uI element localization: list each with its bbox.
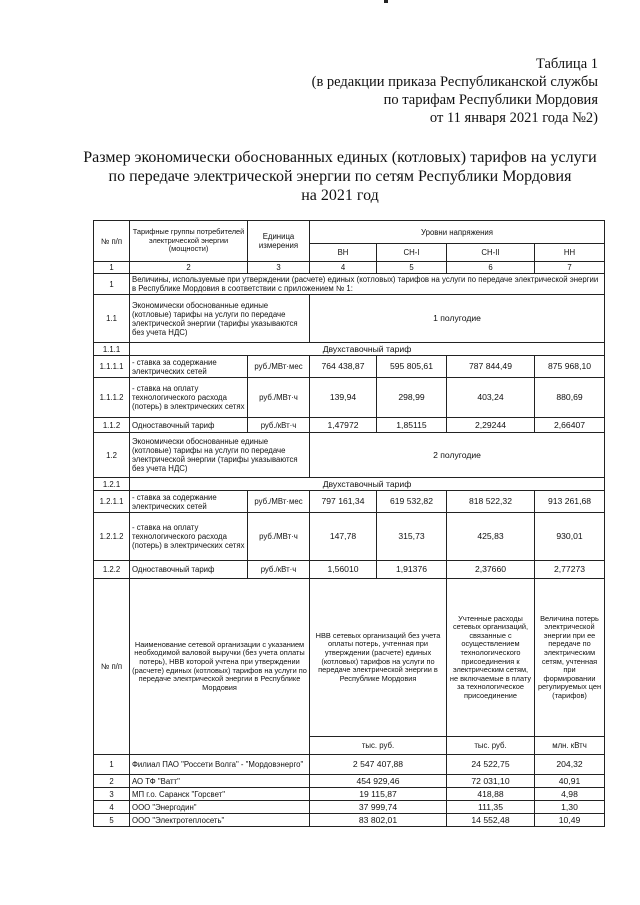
table-row [94, 418, 605, 433]
value-nn: 880,69 [535, 378, 605, 418]
scan-mark [384, 0, 388, 3]
org-nvv: 37 999,74 [310, 801, 447, 814]
org-losses: 10,49 [535, 814, 605, 827]
org-num: 3 [94, 788, 130, 801]
period-label: 1 полугодие [310, 295, 605, 343]
row-num: 1.1.1 [94, 343, 130, 356]
row-num: 1.1.2 [94, 418, 130, 433]
nvv-col-expenses: Учтенные расходы сетевых организаций, связанные с осуществлением технологического присоединения к электрическим сетям, не включаемые в плату за технологическое присоединение [447, 579, 535, 737]
nvv-col-org: Наименование сетевой организации с указанием необходимой валовой выручки (без учета оплаты потерь), НВВ которой учтена при утверждении (расчете) единых (котловых) тарифов на услуги по передаче электрической энергии в Республике Мордовия [130, 579, 310, 755]
org-num: 4 [94, 801, 130, 814]
nvv-col-num: № п/п [94, 579, 130, 755]
unit-nvv: тыс. руб. [310, 737, 447, 755]
column-number: 4 [310, 262, 377, 274]
org-expenses: 418,88 [447, 788, 535, 801]
row-text: Двухставочный тариф [130, 478, 605, 491]
row-num: 1.1 [94, 295, 130, 343]
row-num: 1.1.1.2 [94, 378, 130, 418]
column-number: 1 [94, 262, 130, 274]
column-number: 3 [248, 262, 310, 274]
row-name: Одноставочный тариф [130, 418, 248, 433]
column-number: 5 [377, 262, 447, 274]
value-sn2: 2,29244 [447, 418, 535, 433]
tariff-table [93, 220, 605, 827]
document-title-line3: на 2021 год [301, 187, 379, 204]
table-row [94, 433, 605, 478]
org-expenses: 14 552,48 [447, 814, 535, 827]
org-nvv: 454 929,46 [310, 775, 447, 788]
header-edition-line1: (в редакции приказа Республиканской службы [311, 74, 598, 90]
org-losses: 1,30 [535, 801, 605, 814]
value-sn2: 2,37660 [447, 561, 535, 579]
column-numbers-row [94, 262, 605, 274]
row-unit: руб./МВт·мес [248, 491, 310, 513]
header-edition-line2: по тарифам Республики Мордовия [383, 92, 598, 108]
org-nvv: 19 115,87 [310, 788, 447, 801]
org-expenses: 111,35 [447, 801, 535, 814]
row-name: - ставка за содержание электрических сетей [130, 356, 248, 378]
nvv-col-losses: Величина потерь электрической энергии при ее передаче по электрическим сетям, учтенная при формировании регулируемых цен (тарифов) [535, 579, 605, 737]
row-num: 1.2.1.2 [94, 513, 130, 561]
row-unit: руб./МВт·мес [248, 356, 310, 378]
nvv-header-row [94, 579, 605, 737]
org-num: 2 [94, 775, 130, 788]
row-name: - ставка за содержание электрических сетей [130, 491, 248, 513]
value-sn2: 403,24 [447, 378, 535, 418]
row-num: 1.1.1.1 [94, 356, 130, 378]
unit-expenses: тыс. руб. [447, 737, 535, 755]
column-number: 2 [130, 262, 248, 274]
row-unit: руб./МВт·ч [248, 513, 310, 561]
org-name: МП г.о. Саранск "Горсвет" [130, 788, 310, 801]
value-sn2: 818 522,32 [447, 491, 535, 513]
col-head-sn2: СН-II [447, 244, 535, 262]
table-row [94, 274, 605, 295]
row-num: 1.2.1.1 [94, 491, 130, 513]
row-text: Величины, используемые при утверждении (расчете) единых (котловых) тарифов на услуги по передаче электрической энергии в Республике Мордовия в соответствии с приложением № 1: [130, 274, 605, 295]
value-vn: 764 438,87 [310, 356, 377, 378]
value-sn2: 425,83 [447, 513, 535, 561]
table-row [94, 491, 605, 513]
org-losses: 40,91 [535, 775, 605, 788]
org-num: 5 [94, 814, 130, 827]
org-nvv: 83 802,01 [310, 814, 447, 827]
value-sn1: 298,99 [377, 378, 447, 418]
table-row [94, 561, 605, 579]
header-edition-line3: от 11 января 2021 года №2) [429, 110, 598, 126]
row-unit: руб./кВт·ч [248, 418, 310, 433]
org-losses: 4,98 [535, 788, 605, 801]
col-head-group: Тарифные группы потребителей электрической энергии (мощности) [130, 221, 248, 262]
column-number: 6 [447, 262, 535, 274]
value-vn: 797 161,34 [310, 491, 377, 513]
period-label: 2 полугодие [310, 433, 605, 478]
col-head-vn: ВН [310, 244, 377, 262]
row-name: - ставка на оплату технологического расхода (потерь) в электрических сетях [130, 378, 248, 418]
value-sn1: 1,85115 [377, 418, 447, 433]
col-head-levels: Уровни напряжения [310, 221, 605, 244]
org-row [94, 755, 605, 775]
value-vn: 139,94 [310, 378, 377, 418]
value-sn2: 787 844,49 [447, 356, 535, 378]
value-sn1: 1,91376 [377, 561, 447, 579]
org-row [94, 788, 605, 801]
nvv-col-nvv: НВВ сетевых организаций без учета оплаты потерь, учтенная при утверждении (расчете) единых (котловых) тарифов на услуги по передаче электрической энергии в Республике Мордовия [310, 579, 447, 737]
header-table-number: Таблица 1 [535, 56, 598, 72]
value-sn1: 595 805,61 [377, 356, 447, 378]
org-num: 1 [94, 755, 130, 775]
row-num: 1.2.2 [94, 561, 130, 579]
document-title-line1: Размер экономически обоснованных единых (котловых) тарифов на услуги [83, 149, 597, 166]
document-title-line2: по передаче электрической энергии по сетям Республики Мордовия [108, 168, 572, 185]
org-row [94, 814, 605, 827]
row-unit: руб./МВт·ч [248, 378, 310, 418]
org-name: АО ТФ "Ватт" [130, 775, 310, 788]
org-row [94, 775, 605, 788]
value-nn: 875 968,10 [535, 356, 605, 378]
value-nn: 913 261,68 [535, 491, 605, 513]
org-row [94, 801, 605, 814]
value-sn1: 619 532,82 [377, 491, 447, 513]
org-name: Филиал ПАО "Россети Волга" - "Мордовэнерго" [130, 755, 310, 775]
row-unit: руб./кВт·ч [248, 561, 310, 579]
col-head-unit: Единица измерения [248, 221, 310, 262]
table-row [94, 378, 605, 418]
table-row [94, 343, 605, 356]
value-nn: 930,01 [535, 513, 605, 561]
col-head-num: № п/п [94, 221, 130, 262]
row-num: 1.2.1 [94, 478, 130, 491]
row-num: 1.2 [94, 433, 130, 478]
org-expenses: 72 031,10 [447, 775, 535, 788]
table-row [94, 295, 605, 343]
row-name: - ставка на оплату технологического расхода (потерь) в электрических сетях [130, 513, 248, 561]
table-row [94, 513, 605, 561]
value-sn1: 315,73 [377, 513, 447, 561]
table-row [94, 356, 605, 378]
row-text: Экономически обоснованные единые (котловые) тарифы на услуги по передаче электрической энергии (тарифы указываются без учета НДС) [130, 433, 310, 478]
org-name: ООО "Энергодин" [130, 801, 310, 814]
value-nn: 2,77273 [535, 561, 605, 579]
value-vn: 1,56010 [310, 561, 377, 579]
unit-losses: млн. кВтч [535, 737, 605, 755]
value-nn: 2,66407 [535, 418, 605, 433]
row-num: 1 [94, 274, 130, 295]
col-head-nn: НН [535, 244, 605, 262]
row-name: Одноставочный тариф [130, 561, 248, 579]
row-text: Экономически обоснованные единые (котловые) тарифы на услуги по передаче электрической энергии (тарифы указываются без учета НДС) [130, 295, 310, 343]
row-text: Двухставочный тариф [130, 343, 605, 356]
org-name: ООО "Электротеплосеть" [130, 814, 310, 827]
col-head-sn1: СН-I [377, 244, 447, 262]
value-vn: 1,47972 [310, 418, 377, 433]
value-vn: 147,78 [310, 513, 377, 561]
column-number: 7 [535, 262, 605, 274]
org-losses: 204,32 [535, 755, 605, 775]
org-nvv: 2 547 407,88 [310, 755, 447, 775]
table-row [94, 478, 605, 491]
org-expenses: 24 522,75 [447, 755, 535, 775]
